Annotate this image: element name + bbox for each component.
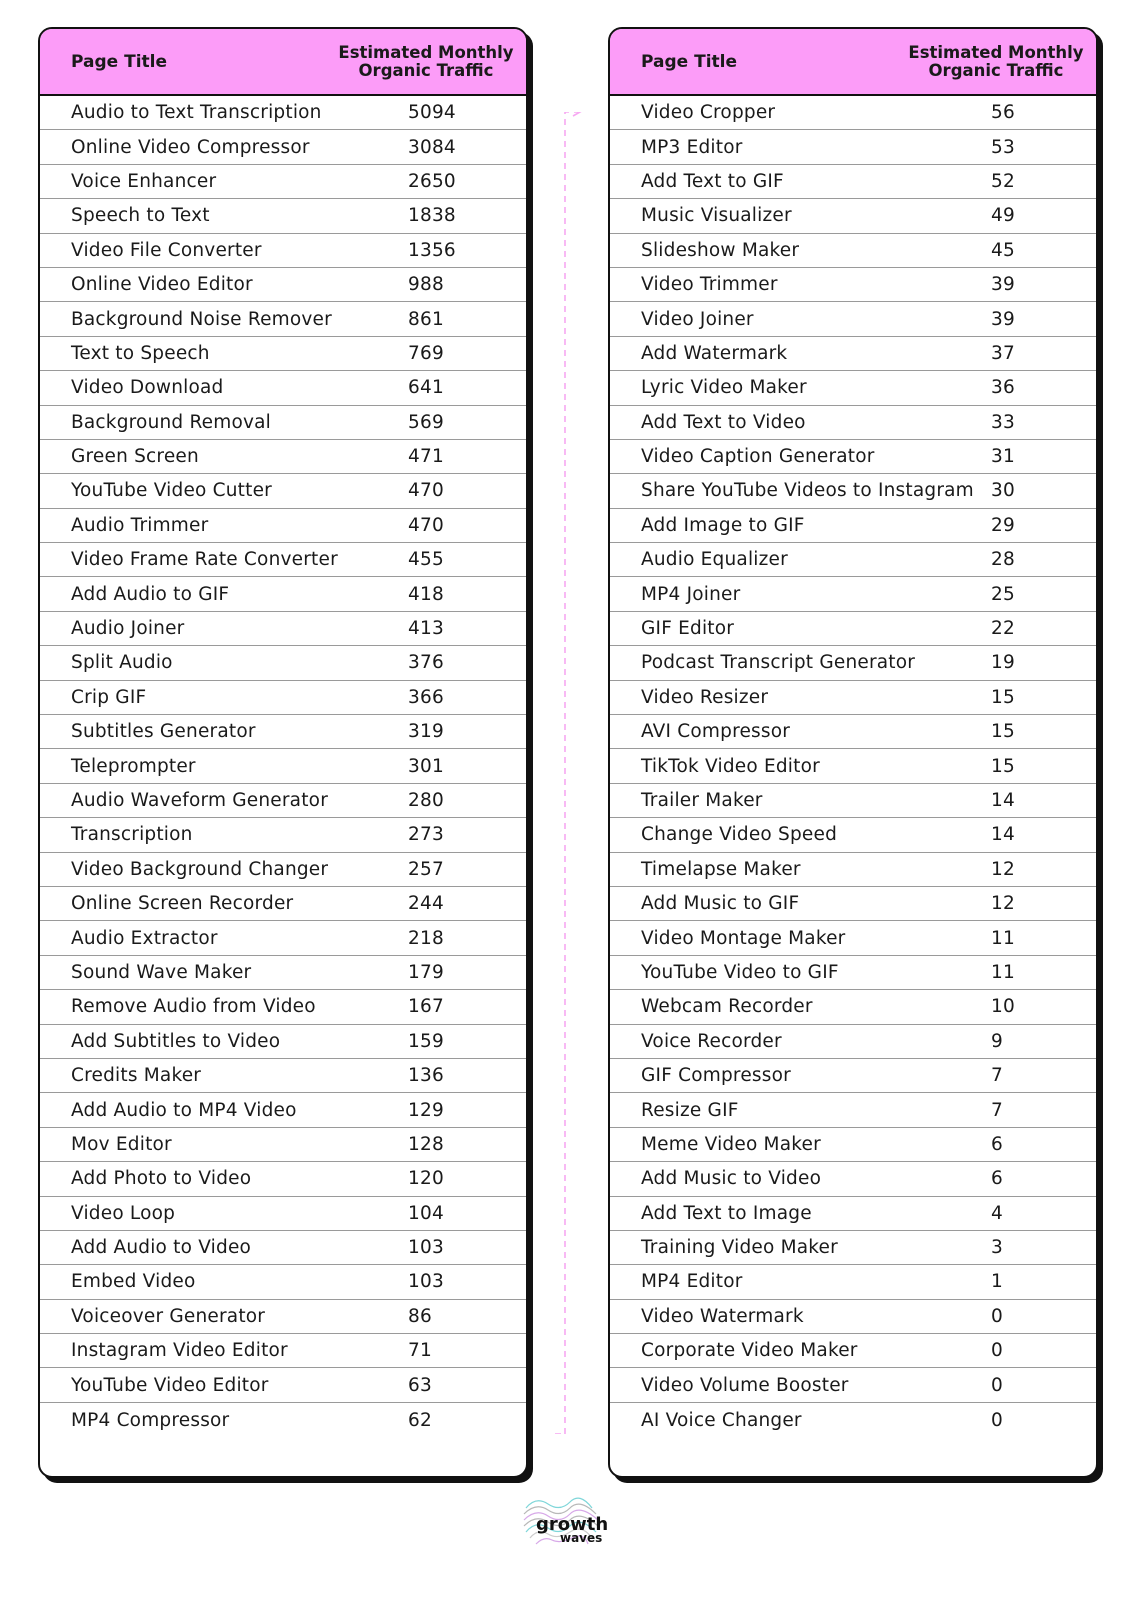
table-row	[40, 887, 526, 921]
cell-page-title: MP4 Editor	[641, 1271, 743, 1293]
cell-traffic-value: 104	[408, 1202, 444, 1224]
cell-traffic-value: 33	[991, 411, 1015, 433]
cell-traffic-value: 1356	[408, 239, 456, 261]
cell-page-title: Audio Waveform Generator	[71, 790, 328, 811]
cell-traffic-value: 86	[408, 1305, 432, 1327]
cell-page-title: TikTok Video Editor	[641, 755, 820, 777]
cell-traffic-value: 29	[991, 514, 1015, 536]
table-row	[610, 302, 1096, 336]
cell-page-title: Background Noise Remover	[71, 308, 332, 330]
table-row	[40, 268, 526, 302]
table-row	[40, 1093, 526, 1127]
table-row	[40, 509, 526, 543]
cell-page-title: AVI Compressor	[641, 721, 791, 743]
cell-page-title: YouTube Video Editor	[71, 1374, 269, 1396]
continuation-connector	[555, 112, 583, 1434]
cell-traffic-value: 769	[408, 342, 444, 364]
cell-traffic-value: 641	[408, 377, 444, 399]
table-row	[40, 337, 526, 371]
table-row	[610, 543, 1096, 577]
cell-page-title: Video Cropper	[641, 102, 776, 124]
cell-traffic-value: 0	[991, 1409, 1003, 1431]
cell-traffic-value: 6	[991, 1133, 1003, 1155]
column-header-traffic: Estimated Monthly Organic Traffic	[908, 42, 1084, 80]
cell-page-title: MP3 Editor	[641, 136, 743, 158]
table-row	[40, 302, 526, 336]
cell-page-title: Video Frame Rate Converter	[71, 549, 338, 571]
cell-page-title: YouTube Video to GIF	[641, 961, 839, 983]
cell-traffic-value: 167	[408, 996, 444, 1018]
cell-traffic-value: 22	[991, 618, 1015, 640]
table-row	[610, 268, 1096, 302]
table-row	[610, 1162, 1096, 1196]
table-row	[40, 440, 526, 474]
cell-page-title: Transcription	[71, 824, 193, 846]
table-row	[610, 199, 1096, 233]
table-row	[40, 921, 526, 955]
cell-page-title: Voiceover Generator	[71, 1305, 266, 1327]
cell-page-title: Add Music to GIF	[641, 893, 800, 915]
cell-traffic-value: 455	[408, 549, 444, 571]
table-row	[40, 543, 526, 577]
cell-page-title: Video Trimmer	[641, 274, 778, 296]
table-row	[610, 234, 1096, 268]
cell-page-title: Video Volume Booster	[641, 1374, 849, 1396]
cell-page-title: Online Screen Recorder	[71, 893, 294, 915]
table-row	[610, 784, 1096, 818]
cell-traffic-value: 1838	[408, 205, 456, 227]
cell-traffic-value: 2650	[408, 170, 456, 192]
cell-page-title: Slideshow Maker	[641, 239, 800, 261]
cell-page-title: Add Audio to MP4 Video	[71, 1099, 297, 1121]
cell-page-title: Video Joiner	[641, 308, 754, 330]
column-header-page-title: Page Title	[71, 51, 167, 72]
cell-traffic-value: 136	[408, 1065, 444, 1087]
cell-page-title: Video Montage Maker	[641, 927, 846, 949]
cell-page-title: Mov Editor	[71, 1133, 172, 1155]
growth-waves-logo	[522, 1488, 609, 1550]
cell-traffic-value: 11	[991, 927, 1015, 949]
cell-page-title: Text to Speech	[71, 342, 210, 364]
cell-traffic-value: 470	[408, 514, 444, 536]
table-row	[40, 1403, 526, 1437]
cell-traffic-value: 12	[991, 858, 1015, 880]
cell-page-title: Lyric Video Maker	[641, 377, 807, 399]
table-row	[610, 1403, 1096, 1437]
cell-traffic-value: 0	[991, 1305, 1003, 1327]
table-row	[40, 784, 526, 818]
cell-traffic-value: 14	[991, 824, 1015, 846]
table-row	[610, 337, 1096, 371]
cell-traffic-value: 7	[991, 1099, 1003, 1121]
cell-traffic-value: 280	[408, 790, 444, 811]
cell-page-title: Share YouTube Videos to Instagram	[641, 480, 974, 502]
table-row	[610, 1059, 1096, 1093]
cell-page-title: Add Music to Video	[641, 1168, 822, 1190]
cell-page-title: Add Text to Image	[641, 1202, 812, 1224]
table-row	[40, 234, 526, 268]
table-row	[610, 749, 1096, 783]
cell-page-title: Trailer Maker	[641, 790, 763, 811]
cell-traffic-value: 319	[408, 721, 444, 743]
table-header	[40, 29, 526, 96]
table-row	[40, 1231, 526, 1265]
cell-page-title: GIF Editor	[641, 618, 735, 640]
table-row	[40, 1368, 526, 1402]
table-row	[610, 1197, 1096, 1231]
cell-page-title: Add Watermark	[641, 342, 788, 364]
table-row	[40, 1025, 526, 1059]
table-row	[40, 715, 526, 749]
cell-traffic-value: 7	[991, 1065, 1003, 1087]
table-row	[40, 1059, 526, 1093]
cell-traffic-value: 471	[408, 446, 444, 468]
cell-traffic-value: 63	[408, 1374, 432, 1396]
table-row	[40, 818, 526, 852]
cell-page-title: Timelapse Maker	[641, 858, 801, 880]
cell-traffic-value: 52	[991, 170, 1015, 192]
table-row	[40, 1128, 526, 1162]
cell-page-title: Webcam Recorder	[641, 996, 813, 1018]
cell-page-title: Video Watermark	[641, 1305, 804, 1327]
cell-traffic-value: 14	[991, 790, 1015, 811]
cell-page-title: Add Text to Video	[641, 411, 806, 433]
right-traffic-table	[608, 27, 1098, 1478]
cell-traffic-value: 11	[991, 961, 1015, 983]
cell-page-title: MP4 Joiner	[641, 583, 741, 605]
table-row	[610, 96, 1096, 130]
table-row	[40, 956, 526, 990]
cell-page-title: Video Loop	[71, 1202, 176, 1224]
table-row	[40, 165, 526, 199]
cell-page-title: Split Audio	[71, 652, 173, 674]
table-row	[40, 96, 526, 130]
cell-traffic-value: 0	[991, 1340, 1003, 1362]
cell-traffic-value: 49	[991, 205, 1015, 227]
cell-traffic-value: 273	[408, 824, 444, 846]
cell-page-title: Corporate Video Maker	[641, 1340, 858, 1362]
table-row	[610, 887, 1096, 921]
table-row	[610, 956, 1096, 990]
cell-traffic-value: 3084	[408, 136, 456, 158]
cell-page-title: Add Audio to Video	[71, 1237, 252, 1259]
table-row	[610, 509, 1096, 543]
table-row	[40, 1300, 526, 1334]
cell-traffic-value: 31	[991, 446, 1015, 468]
table-row	[610, 1128, 1096, 1162]
table-row	[40, 1162, 526, 1196]
cell-page-title: Audio Equalizer	[641, 549, 788, 571]
cell-page-title: Crip GIF	[71, 686, 147, 708]
cell-traffic-value: 39	[991, 308, 1015, 330]
table-row	[40, 199, 526, 233]
cell-traffic-value: 218	[408, 927, 444, 949]
cell-traffic-value: 19	[991, 652, 1015, 674]
cell-page-title: Instagram Video Editor	[71, 1340, 288, 1362]
cell-traffic-value: 56	[991, 102, 1015, 124]
cell-page-title: Background Removal	[71, 411, 272, 433]
cell-traffic-value: 1	[991, 1271, 1003, 1293]
left-traffic-table	[38, 27, 528, 1478]
table-row	[610, 474, 1096, 508]
cell-page-title: Voice Enhancer	[71, 170, 217, 192]
table-row	[610, 818, 1096, 852]
table-header	[610, 29, 1096, 96]
cell-page-title: GIF Compressor	[641, 1065, 791, 1087]
cell-traffic-value: 28	[991, 549, 1015, 571]
table-body	[610, 96, 1096, 1437]
cell-traffic-value: 569	[408, 411, 444, 433]
table-row	[40, 990, 526, 1024]
column-header-traffic: Estimated Monthly Organic Traffic	[338, 42, 514, 80]
cell-page-title: Audio Trimmer	[71, 514, 209, 536]
cell-page-title: AI Voice Changer	[641, 1409, 802, 1431]
table-row	[40, 130, 526, 164]
table-body	[40, 96, 526, 1437]
table-row	[610, 371, 1096, 405]
cell-traffic-value: 45	[991, 239, 1015, 261]
cell-traffic-value: 4	[991, 1202, 1003, 1224]
cell-page-title: Add Audio to GIF	[71, 583, 230, 605]
cell-traffic-value: 15	[991, 755, 1015, 777]
table-row	[40, 612, 526, 646]
table-row	[40, 646, 526, 680]
cell-traffic-value: 15	[991, 721, 1015, 743]
table-row	[610, 646, 1096, 680]
table-row	[610, 440, 1096, 474]
cell-page-title: Voice Recorder	[641, 1030, 782, 1052]
cell-traffic-value: 15	[991, 686, 1015, 708]
cell-page-title: Teleprompter	[71, 755, 196, 777]
table-row	[40, 1265, 526, 1299]
cell-page-title: Training Video Maker	[641, 1237, 838, 1259]
cell-page-title: Change Video Speed	[641, 824, 838, 846]
cell-page-title: Audio Extractor	[71, 927, 218, 949]
cell-page-title: Music Visualizer	[641, 205, 792, 227]
table-row	[40, 749, 526, 783]
table-row	[610, 1093, 1096, 1127]
table-row	[610, 612, 1096, 646]
cell-page-title: Video Download	[71, 377, 224, 399]
table-row	[40, 474, 526, 508]
cell-page-title: Video Resizer	[641, 686, 769, 708]
cell-traffic-value: 12	[991, 893, 1015, 915]
cell-traffic-value: 179	[408, 961, 444, 983]
cell-traffic-value: 36	[991, 377, 1015, 399]
cell-page-title: Speech to Text	[71, 205, 210, 227]
cell-page-title: Remove Audio from Video	[71, 996, 316, 1018]
cell-page-title: Online Video Compressor	[71, 136, 310, 158]
cell-page-title: Resize GIF	[641, 1099, 739, 1121]
cell-page-title: Podcast Transcript Generator	[641, 652, 916, 674]
cell-page-title: Add Subtitles to Video	[71, 1030, 281, 1052]
cell-traffic-value: 257	[408, 858, 444, 880]
table-row	[610, 577, 1096, 611]
table-row	[610, 165, 1096, 199]
cell-traffic-value: 301	[408, 755, 444, 777]
cell-traffic-value: 3	[991, 1237, 1003, 1259]
table-row	[610, 1025, 1096, 1059]
cell-traffic-value: 62	[408, 1409, 432, 1431]
table-row	[610, 130, 1096, 164]
cell-traffic-value: 10	[991, 996, 1015, 1018]
cell-traffic-value: 413	[408, 618, 444, 640]
cell-traffic-value: 120	[408, 1168, 444, 1190]
cell-traffic-value: 25	[991, 583, 1015, 605]
cell-page-title: YouTube Video Cutter	[71, 480, 272, 502]
table-row	[610, 853, 1096, 887]
cell-traffic-value: 39	[991, 274, 1015, 296]
cell-page-title: Video File Converter	[71, 239, 262, 261]
table-row	[610, 715, 1096, 749]
cell-traffic-value: 129	[408, 1099, 444, 1121]
cell-traffic-value: 159	[408, 1030, 444, 1052]
cell-page-title: Video Caption Generator	[641, 446, 875, 468]
cell-page-title: Video Background Changer	[71, 858, 329, 880]
cell-traffic-value: 376	[408, 652, 444, 674]
table-row	[610, 921, 1096, 955]
table-row	[40, 371, 526, 405]
cell-traffic-value: 470	[408, 480, 444, 502]
logo-word-growth: growth	[536, 1514, 609, 1535]
cell-traffic-value: 53	[991, 136, 1015, 158]
table-row	[610, 1300, 1096, 1334]
cell-traffic-value: 5094	[408, 102, 456, 124]
cell-page-title: MP4 Compressor	[71, 1409, 230, 1431]
cell-traffic-value: 9	[991, 1030, 1003, 1052]
table-row	[40, 406, 526, 440]
cell-traffic-value: 128	[408, 1133, 444, 1155]
cell-page-title: Audio to Text Transcription	[71, 102, 322, 124]
cell-traffic-value: 988	[408, 274, 444, 296]
cell-page-title: Add Photo to Video	[71, 1168, 252, 1190]
table-row	[610, 1231, 1096, 1265]
cell-page-title: Add Text to GIF	[641, 170, 784, 192]
cell-page-title: Add Image to GIF	[641, 514, 805, 536]
cell-traffic-value: 861	[408, 308, 444, 330]
table-row	[610, 1368, 1096, 1402]
cell-traffic-value: 418	[408, 583, 444, 605]
table-row	[610, 1265, 1096, 1299]
table-row	[40, 1334, 526, 1368]
table-row	[40, 853, 526, 887]
cell-page-title: Online Video Editor	[71, 274, 253, 296]
cell-traffic-value: 0	[991, 1374, 1003, 1396]
cell-page-title: Embed Video	[71, 1271, 196, 1293]
table-row	[610, 681, 1096, 715]
table-row	[40, 681, 526, 715]
cell-traffic-value: 6	[991, 1168, 1003, 1190]
cell-traffic-value: 366	[408, 686, 444, 708]
table-row	[40, 1197, 526, 1231]
cell-page-title: Credits Maker	[71, 1065, 202, 1087]
table-row	[40, 577, 526, 611]
logo-word-waves: waves	[560, 1531, 603, 1545]
cell-page-title: Green Screen	[71, 446, 199, 468]
cell-page-title: Subtitles Generator	[71, 721, 256, 743]
cell-traffic-value: 71	[408, 1340, 432, 1362]
cell-traffic-value: 103	[408, 1271, 444, 1293]
column-header-page-title: Page Title	[641, 51, 737, 72]
cell-traffic-value: 30	[991, 480, 1015, 502]
cell-traffic-value: 244	[408, 893, 444, 915]
cell-traffic-value: 37	[991, 342, 1015, 364]
cell-page-title: Meme Video Maker	[641, 1133, 821, 1155]
cell-traffic-value: 103	[408, 1237, 444, 1259]
table-row	[610, 1334, 1096, 1368]
cell-page-title: Audio Joiner	[71, 618, 185, 640]
table-row	[610, 406, 1096, 440]
cell-page-title: Sound Wave Maker	[71, 961, 252, 983]
table-row	[610, 990, 1096, 1024]
